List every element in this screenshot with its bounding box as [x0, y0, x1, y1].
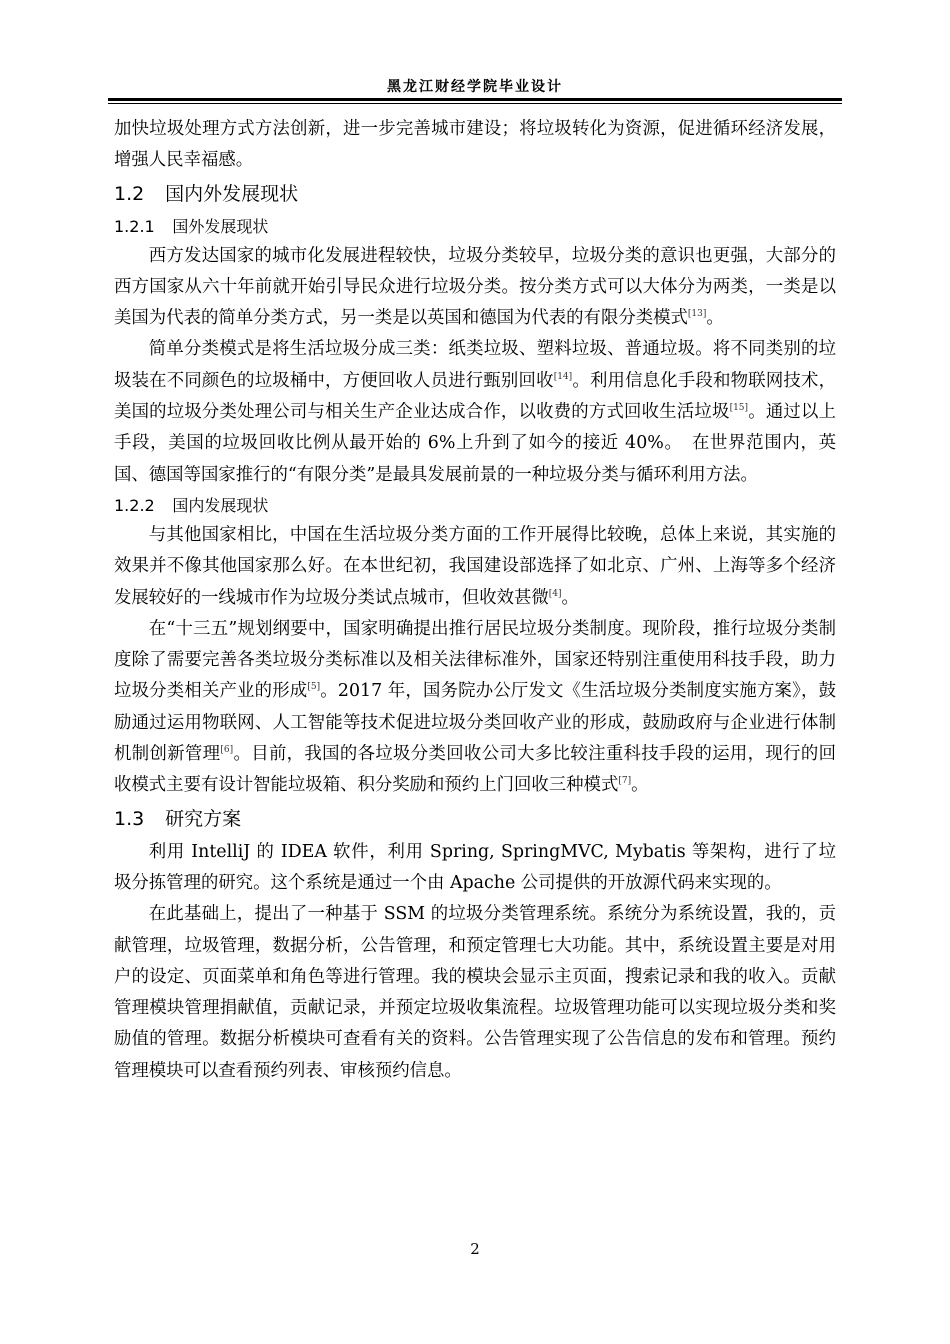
paragraph-text: 与其他国家相比，中国在生活垃圾分类方面的工作开展得比较晚，总体上来说，其实施的效果并不像其他国家那么好。在本世纪初，我国建设部选择了如北京、广州、上海等多个经济发展较好的一线城市作为垃圾分类试点城市，但收效甚微	[114, 524, 836, 608]
paragraph-domestic-2	[114, 614, 836, 802]
paragraph-domestic-1	[114, 520, 836, 614]
section-heading-1-3	[114, 802, 836, 837]
paragraph-text: 。目前，我国的各垃圾分类回收公司大多比较注重科技手段的运用，现行的回收模式主要有设计智能垃圾箱、积分奖励和预约上门回收三种模式	[114, 744, 836, 796]
paragraph-end: 。	[561, 587, 579, 608]
header-rule-thick	[108, 98, 842, 101]
paragraph-foreign-1	[114, 241, 836, 335]
page-number: 2	[470, 1240, 480, 1258]
section-heading-1-2	[114, 177, 836, 212]
citation-marker[interactable]: [5]	[307, 682, 321, 693]
paragraph-text: 西方发达国家的城市化发展进程较快，垃圾分类较早，垃圾分类的意识也更强，大部分的西方国家从六十年前就开始引导民众进行垃圾分类。按分类方式可以大体分为两类，一类是以美国为代表的简单分类方式，另一类是以英国和德国为代表的有限分类模式	[114, 245, 836, 329]
paragraph-text: 。2017 年，国务院办公厅发文《生活垃圾分类制度实施方案》，鼓励通过运用物联网、人工智能等技术促进垃圾分类回收产业的形成，鼓励政府与企业进行体制机制创新管理	[114, 681, 836, 765]
subsection-heading-1-2-1	[114, 212, 836, 241]
subsection-title: 国内发展现状	[172, 495, 269, 515]
citation-marker[interactable]: [15]	[729, 403, 749, 414]
intro-continued-paragraph: 加快垃圾处理方式方法创新，进一步完善城市建设；将垃圾转化为资源，促进循环经济发展，增强人民幸福感。	[114, 119, 836, 171]
section-title: 国内外发展现状	[165, 182, 299, 205]
paragraph-text: 。通过以上手段，美国的垃圾回收比例从最开始的 6%上升到了如今的接近 40%。 在世界范围内，英国、德国等国家推行的“有限分类”是最具发展前景的一种垃圾分类与循环利用方法。	[114, 402, 836, 485]
paragraph-foreign-2	[114, 334, 836, 490]
page-body	[114, 114, 836, 1087]
section-title: 研究方案	[165, 807, 242, 830]
paragraph-end: 。	[706, 308, 724, 329]
section-number: 1.2	[114, 182, 145, 205]
page-header-title: 黑龙江财经学院毕业设计	[387, 79, 563, 95]
paragraph-text: 简单分类模式是将生活垃圾分成三类：纸类垃圾、塑料垃圾、普通垃圾。将不同类别的垃圾装在不同颜色的垃圾桶中，方便回收人员进行甄别回收	[114, 339, 836, 391]
subsection-title: 国外发展现状	[172, 216, 269, 236]
citation-marker[interactable]: [14]	[553, 371, 573, 382]
citation-marker[interactable]: [4]	[548, 588, 562, 599]
header-rule-thin	[108, 103, 842, 104]
subsection-heading-1-2-2	[114, 491, 836, 520]
paragraph-text: 在“十三五”规划纲要中，国家明确提出推行居民垃圾分类制度。现阶段，推行垃圾分类制度除了需要完善各类垃圾分类标准以及相关法律标准外，国家还特别注重使用科技手段，助力垃圾分类相关产业的形成	[114, 618, 836, 702]
citation-marker[interactable]: [6]	[220, 745, 234, 756]
paragraph-end: 。	[631, 775, 649, 796]
citation-marker[interactable]: [7]	[618, 776, 632, 787]
subsection-number: 1.2.2	[114, 495, 155, 515]
paragraph-text: 。利用信息化手段和物联网技术，美国的垃圾分类处理公司与相关生产企业达成合作，以收费的方式回收生活垃圾	[114, 370, 836, 423]
citation-marker[interactable]: [13]	[687, 309, 707, 320]
section-number: 1.3	[114, 807, 145, 830]
subsection-number: 1.2.1	[114, 216, 155, 236]
paragraph-research-1: 利用 IntelliJ 的 IDEA 软件，利用 Spring, SpringMVC, Mybatis 等架构，进行了垃圾分拣管理的研究。这个系统是通过一个由 Apache 公司提供的开放源代码来实现的。	[114, 841, 836, 893]
paragraph-research-2: 在此基础上，提出了一种基于 SSM 的垃圾分类管理系统。系统分为系统设置，我的，贡献管理，垃圾管理，数据分析，公告管理，和预定管理七大功能。其中，系统设置主要是对用户的设定、页面菜单和角色等进行管理。我的模块会显示主页面，搜索记录和我的收入。贡献管理模块管理捐献值，贡献记录，并预定垃圾收集流程。垃圾管理功能可以实现垃圾分类和奖励值的管理。数据分析模块可查看有关的资料。公告管理实现了公告信息的发布和管理。预约管理模块可以查看预约列表、审核预约信息。	[114, 904, 836, 1081]
